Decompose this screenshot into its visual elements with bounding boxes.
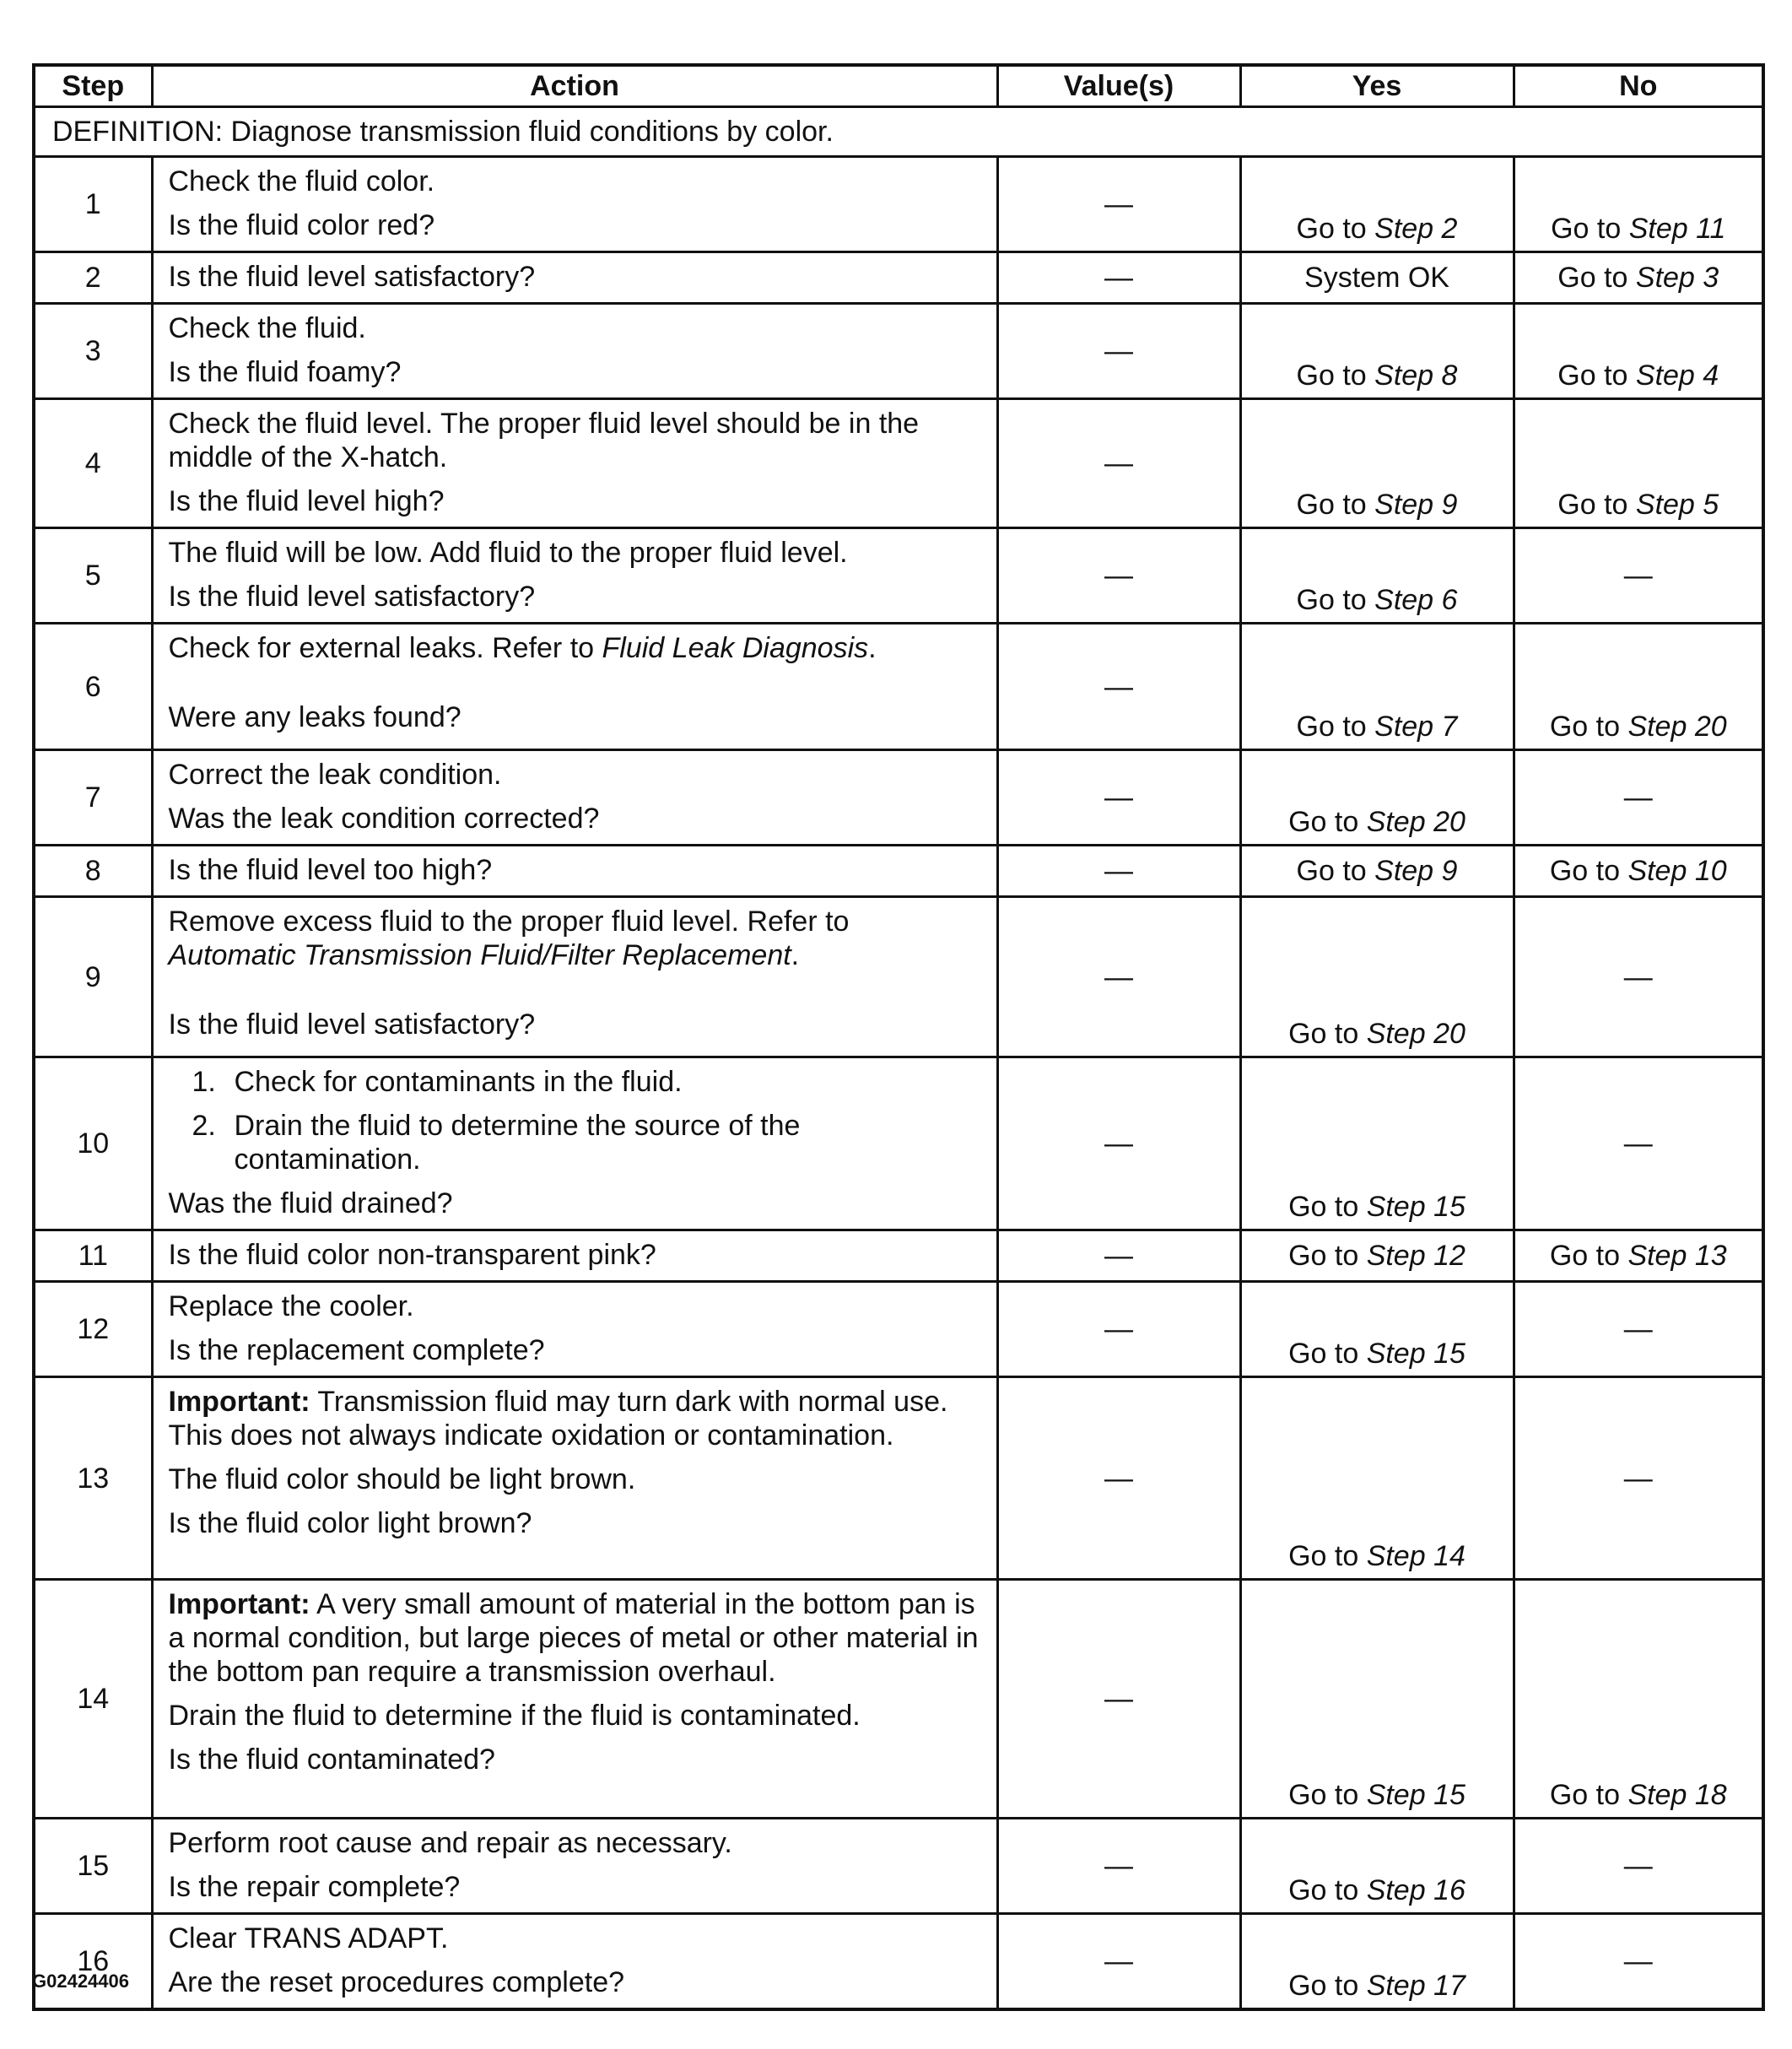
action-cell bbox=[152, 252, 997, 304]
action-paragraph bbox=[169, 853, 981, 887]
table-row bbox=[34, 1377, 1763, 1580]
table-row bbox=[34, 1914, 1763, 2010]
step-number: 10 bbox=[34, 1057, 152, 1230]
go-to-text: Go to bbox=[1296, 360, 1375, 392]
step-number: 13 bbox=[34, 1377, 152, 1580]
definition-row bbox=[34, 107, 1763, 157]
action-text: Were any leaks found? bbox=[168, 701, 461, 733]
action-paragraph bbox=[169, 700, 981, 734]
step-link: Step 16 bbox=[1366, 1874, 1465, 1906]
step-number: 1 bbox=[34, 157, 152, 252]
go-to-text: Go to bbox=[1288, 1338, 1367, 1370]
action-text: Is the replacement complete? bbox=[168, 1334, 545, 1366]
action-paragraph bbox=[169, 1187, 981, 1220]
table-row bbox=[34, 1282, 1763, 1377]
step-number: 12 bbox=[34, 1282, 152, 1377]
value-cell: — bbox=[997, 897, 1240, 1057]
step-link: Step 14 bbox=[1366, 1540, 1465, 1572]
result-text: System OK bbox=[1304, 262, 1449, 294]
value-cell: — bbox=[997, 1230, 1240, 1282]
action-paragraph bbox=[169, 536, 981, 570]
value-cell: — bbox=[997, 1057, 1240, 1230]
action-text: The fluid color should be light brown. bbox=[168, 1463, 636, 1495]
action-cell bbox=[152, 624, 997, 750]
go-to-text: Go to bbox=[1288, 1970, 1367, 2002]
diagnostic-table-container bbox=[32, 63, 1762, 2011]
go-to-text: Go to bbox=[1549, 1779, 1628, 1811]
action-cell bbox=[152, 528, 997, 624]
action-paragraph bbox=[169, 1922, 981, 1955]
action-text: Check the fluid. bbox=[168, 312, 366, 344]
action-text-end: . bbox=[791, 939, 800, 971]
table-row bbox=[34, 399, 1763, 528]
go-to-text: Go to bbox=[1549, 1240, 1628, 1272]
go-to-text: Go to bbox=[1296, 711, 1375, 743]
action-paragraph bbox=[169, 1699, 981, 1733]
value-cell: — bbox=[997, 750, 1240, 846]
definition-text: DEFINITION: Diagnose transmission fluid conditions by color. bbox=[34, 107, 1763, 157]
yes-cell bbox=[1240, 157, 1514, 252]
step-number: 8 bbox=[34, 846, 152, 897]
action-paragraph bbox=[169, 1333, 981, 1367]
step-link: Step 15 bbox=[1366, 1779, 1465, 1811]
action-paragraph bbox=[169, 1462, 981, 1496]
table-row bbox=[34, 528, 1763, 624]
no-cell bbox=[1514, 1230, 1763, 1282]
action-text: Is the fluid color non-transparent pink? bbox=[168, 1239, 656, 1271]
step-link: Step 9 bbox=[1374, 489, 1458, 521]
action-text: Is the fluid level satisfactory? bbox=[168, 581, 536, 613]
value-cell: — bbox=[997, 846, 1240, 897]
action-list-item bbox=[169, 1065, 981, 1099]
action-paragraph bbox=[169, 1743, 981, 1776]
go-to-text: Go to bbox=[1549, 855, 1628, 887]
action-paragraph bbox=[169, 484, 981, 518]
action-text: Replace the cooler. bbox=[168, 1290, 414, 1322]
action-paragraph bbox=[169, 758, 981, 792]
action-text: Drain the fluid to determine the source of the contamination. bbox=[234, 1110, 801, 1176]
yes-cell bbox=[1240, 750, 1514, 846]
header-no: No bbox=[1514, 65, 1763, 107]
action-paragraph bbox=[169, 631, 981, 665]
yes-cell bbox=[1240, 528, 1514, 624]
go-to-text: Go to bbox=[1288, 1779, 1367, 1811]
table-row bbox=[34, 252, 1763, 304]
action-paragraph bbox=[169, 1385, 981, 1452]
action-text: Is the fluid level high? bbox=[168, 485, 445, 517]
action-text: Is the fluid color light brown? bbox=[168, 1507, 532, 1539]
table-row bbox=[34, 1819, 1763, 1914]
action-paragraph bbox=[169, 1587, 981, 1689]
action-text: Are the reset procedures complete? bbox=[168, 1966, 625, 1998]
action-text: Is the fluid contaminated? bbox=[168, 1744, 495, 1776]
step-link: Step 20 bbox=[1366, 806, 1465, 838]
table-row bbox=[34, 1230, 1763, 1282]
action-text: Perform root cause and repair as necessary. bbox=[168, 1827, 732, 1859]
table-row bbox=[34, 750, 1763, 846]
yes-cell bbox=[1240, 846, 1514, 897]
yes-cell bbox=[1240, 1580, 1514, 1819]
go-to-text: Go to bbox=[1551, 213, 1629, 245]
action-text: Is the repair complete? bbox=[168, 1871, 461, 1903]
step-number: 7 bbox=[34, 750, 152, 846]
action-text: Is the fluid color red? bbox=[168, 209, 435, 241]
table-row bbox=[34, 897, 1763, 1057]
action-text-end: . bbox=[868, 632, 877, 664]
value-cell: — bbox=[997, 1819, 1240, 1914]
action-cell bbox=[152, 1819, 997, 1914]
action-paragraph bbox=[169, 1506, 981, 1540]
list-number: 1. bbox=[192, 1066, 216, 1098]
header-yes: Yes bbox=[1240, 65, 1514, 107]
yes-cell bbox=[1240, 1377, 1514, 1580]
go-to-text: Go to bbox=[1557, 360, 1636, 392]
action-text: Is the fluid foamy? bbox=[168, 356, 402, 388]
no-cell: — bbox=[1514, 528, 1763, 624]
action-cell bbox=[152, 846, 997, 897]
step-number: 16 bbox=[34, 1914, 152, 2010]
go-to-text: Go to bbox=[1296, 855, 1375, 887]
step-link: Step 17 bbox=[1366, 1970, 1465, 2002]
action-cell bbox=[152, 1230, 997, 1282]
yes-cell bbox=[1240, 1230, 1514, 1282]
header-step: Step bbox=[34, 65, 152, 107]
action-paragraph bbox=[169, 1826, 981, 1860]
step-link: Step 15 bbox=[1366, 1338, 1465, 1370]
value-cell: — bbox=[997, 1914, 1240, 2010]
action-text: Is the fluid level too high? bbox=[168, 854, 493, 886]
no-cell bbox=[1514, 304, 1763, 399]
go-to-text: Go to bbox=[1288, 1191, 1367, 1223]
table-row bbox=[34, 624, 1763, 750]
step-number: 5 bbox=[34, 528, 152, 624]
go-to-text: Go to bbox=[1288, 1018, 1367, 1050]
yes-cell bbox=[1240, 252, 1514, 304]
step-number: 9 bbox=[34, 897, 152, 1057]
no-cell: — bbox=[1514, 1377, 1763, 1580]
step-link: Step 15 bbox=[1366, 1191, 1465, 1223]
yes-cell bbox=[1240, 897, 1514, 1057]
yes-cell bbox=[1240, 624, 1514, 750]
action-cell bbox=[152, 399, 997, 528]
action-paragraph bbox=[169, 1965, 981, 1999]
value-cell: — bbox=[997, 528, 1240, 624]
step-number: 15 bbox=[34, 1819, 152, 1914]
step-number: 4 bbox=[34, 399, 152, 528]
yes-cell bbox=[1240, 1057, 1514, 1230]
step-number: 2 bbox=[34, 252, 152, 304]
value-cell: — bbox=[997, 1580, 1240, 1819]
action-paragraph bbox=[169, 1008, 981, 1041]
action-text: Drain the fluid to determine if the fluid is contaminated. bbox=[168, 1700, 861, 1732]
step-link: Step 13 bbox=[1627, 1240, 1727, 1272]
action-paragraph bbox=[169, 208, 981, 242]
action-cell bbox=[152, 1914, 997, 2010]
action-text: Is the fluid level satisfactory? bbox=[168, 261, 536, 293]
no-cell: — bbox=[1514, 897, 1763, 1057]
action-text: Is the fluid level satisfactory? bbox=[168, 1008, 536, 1041]
action-text: Transmission fluid may turn dark with normal use. This does not always indicate oxidation or contamination. bbox=[168, 1386, 948, 1452]
step-link: Step 20 bbox=[1366, 1018, 1465, 1050]
step-link: Step 8 bbox=[1374, 360, 1458, 392]
action-cell bbox=[152, 1057, 997, 1230]
go-to-text: Go to bbox=[1557, 262, 1636, 294]
action-paragraph bbox=[169, 1289, 981, 1323]
yes-cell bbox=[1240, 1914, 1514, 2010]
action-text: Correct the leak condition. bbox=[168, 759, 502, 791]
action-paragraph bbox=[169, 165, 981, 198]
go-to-text: Go to bbox=[1557, 489, 1636, 521]
no-cell bbox=[1514, 1580, 1763, 1819]
diagnostic-table bbox=[32, 63, 1765, 2011]
action-text: Was the leak condition corrected? bbox=[168, 803, 600, 835]
figure-id: G02424406 bbox=[32, 1971, 129, 1992]
no-cell: — bbox=[1514, 1819, 1763, 1914]
action-paragraph bbox=[169, 1870, 981, 1904]
important-label: Important: bbox=[168, 1588, 310, 1620]
step-link: Step 7 bbox=[1374, 711, 1458, 743]
table-row bbox=[34, 1580, 1763, 1819]
yes-cell bbox=[1240, 399, 1514, 528]
value-cell: — bbox=[997, 252, 1240, 304]
step-link: Step 12 bbox=[1366, 1240, 1465, 1272]
yes-cell bbox=[1240, 304, 1514, 399]
value-cell: — bbox=[997, 624, 1240, 750]
no-cell bbox=[1514, 252, 1763, 304]
action-list-item bbox=[169, 1109, 981, 1176]
action-cell bbox=[152, 157, 997, 252]
table-row bbox=[34, 304, 1763, 399]
go-to-text: Go to bbox=[1288, 806, 1367, 838]
action-paragraph bbox=[169, 260, 981, 294]
action-paragraph bbox=[169, 311, 981, 345]
go-to-text: Go to bbox=[1288, 1240, 1367, 1272]
header-action: Action bbox=[152, 65, 997, 107]
action-cell bbox=[152, 304, 997, 399]
no-cell bbox=[1514, 157, 1763, 252]
value-cell: — bbox=[997, 1282, 1240, 1377]
value-cell: — bbox=[997, 399, 1240, 528]
table-row bbox=[34, 1057, 1763, 1230]
go-to-text: Go to bbox=[1296, 584, 1375, 616]
action-paragraph bbox=[169, 905, 981, 972]
no-cell bbox=[1514, 624, 1763, 750]
action-text: Check for contaminants in the fluid. bbox=[234, 1066, 683, 1098]
step-number: 11 bbox=[34, 1230, 152, 1282]
no-cell: — bbox=[1514, 1914, 1763, 2010]
action-cell bbox=[152, 1580, 997, 1819]
step-link: Step 5 bbox=[1635, 489, 1719, 521]
step-link: Step 9 bbox=[1374, 855, 1458, 887]
step-link: Step 18 bbox=[1627, 1779, 1727, 1811]
no-cell: — bbox=[1514, 1282, 1763, 1377]
action-paragraph bbox=[169, 1238, 981, 1272]
important-label: Important: bbox=[168, 1386, 310, 1418]
action-text: Check the fluid color. bbox=[168, 165, 435, 197]
table-row bbox=[34, 157, 1763, 252]
action-text: Check the fluid level. The proper fluid level should be in the middle of the X-hatch. bbox=[168, 408, 920, 473]
action-text: Remove excess fluid to the proper fluid level. Refer to bbox=[168, 906, 850, 938]
table-row bbox=[34, 846, 1763, 897]
yes-cell bbox=[1240, 1282, 1514, 1377]
go-to-text: Go to bbox=[1288, 1874, 1367, 1906]
reference-link: Fluid Leak Diagnosis bbox=[602, 632, 869, 664]
step-link: Step 10 bbox=[1627, 855, 1727, 887]
action-text: The fluid will be low. Add fluid to the proper fluid level. bbox=[168, 537, 848, 569]
action-cell bbox=[152, 750, 997, 846]
reference-link: Automatic Transmission Fluid/Filter Replacement bbox=[168, 939, 791, 971]
go-to-text: Go to bbox=[1296, 213, 1375, 245]
go-to-text: Go to bbox=[1296, 489, 1375, 521]
no-cell: — bbox=[1514, 750, 1763, 846]
action-cell bbox=[152, 1282, 997, 1377]
action-text: Was the fluid drained? bbox=[168, 1187, 453, 1219]
yes-cell bbox=[1240, 1819, 1514, 1914]
action-paragraph bbox=[169, 355, 981, 389]
step-link: Step 11 bbox=[1628, 213, 1726, 245]
action-paragraph bbox=[169, 407, 981, 474]
step-number: 6 bbox=[34, 624, 152, 750]
step-link: Step 20 bbox=[1627, 711, 1727, 743]
no-cell bbox=[1514, 399, 1763, 528]
action-cell bbox=[152, 897, 997, 1057]
step-link: Step 6 bbox=[1374, 584, 1458, 616]
step-link: Step 4 bbox=[1635, 360, 1719, 392]
action-text: Clear TRANS ADAPT. bbox=[168, 1922, 449, 1954]
go-to-text: Go to bbox=[1288, 1540, 1367, 1572]
action-cell bbox=[152, 1377, 997, 1580]
value-cell: — bbox=[997, 304, 1240, 399]
step-link: Step 2 bbox=[1374, 213, 1458, 245]
no-cell: — bbox=[1514, 1057, 1763, 1230]
header-values: Value(s) bbox=[997, 65, 1240, 107]
step-number: 3 bbox=[34, 304, 152, 399]
list-number: 2. bbox=[192, 1110, 216, 1142]
value-cell: — bbox=[997, 1377, 1240, 1580]
action-paragraph bbox=[169, 802, 981, 835]
step-link: Step 3 bbox=[1635, 262, 1719, 294]
value-cell: — bbox=[997, 157, 1240, 252]
action-text: Check for external leaks. Refer to bbox=[168, 632, 602, 664]
step-number: 14 bbox=[34, 1580, 152, 1819]
action-paragraph bbox=[169, 580, 981, 614]
action-text: A very small amount of material in the bottom pan is a normal condition, but large pieces of metal or other material in the bottom pan require a transmission overhaul. bbox=[168, 1588, 979, 1688]
no-cell bbox=[1514, 846, 1763, 897]
header-row bbox=[34, 65, 1763, 107]
go-to-text: Go to bbox=[1549, 711, 1628, 743]
